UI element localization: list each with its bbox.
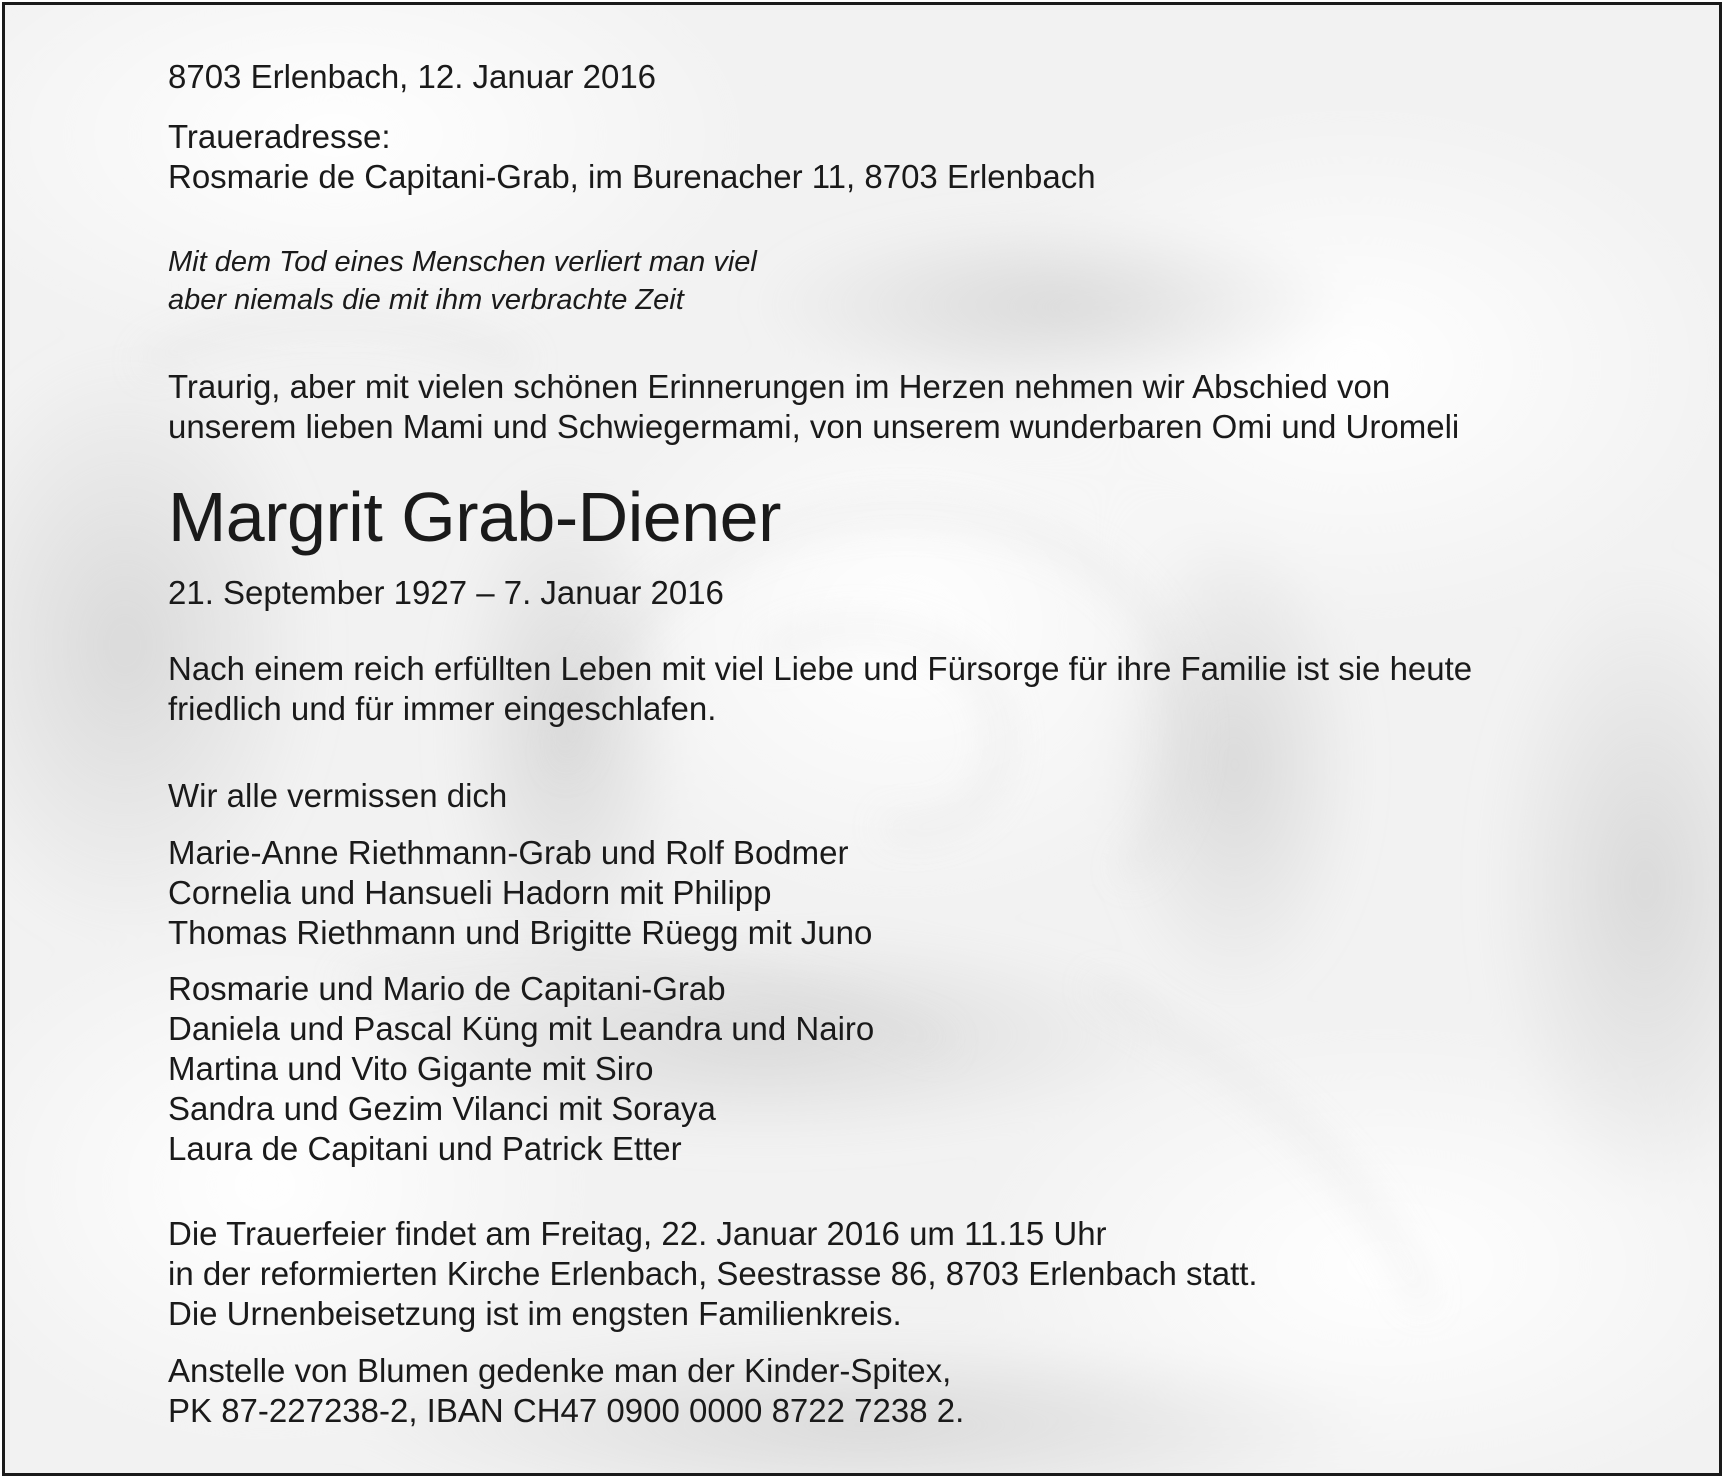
ceremony-line: in der reformierten Kirche Erlenbach, Seestrasse 86, 8703 Erlenbach statt. — [168, 1255, 1258, 1292]
mourner-line: Marie-Anne Riethmann-Grab und Rolf Bodmer — [168, 834, 849, 871]
header-block — [168, 57, 656, 97]
mourner-line: Daniela und Pascal Küng mit Leandra und Nairo — [168, 1010, 875, 1047]
intro-block — [168, 367, 1459, 447]
dates-block — [168, 573, 724, 613]
mourner-line: Martina und Vito Gigante mit Siro — [168, 1050, 654, 1087]
deceased-name: Margrit Grab-Diener — [168, 478, 781, 556]
mourners-group-1 — [168, 833, 872, 953]
ceremony-line: Die Urnenbeisetzung ist im engsten Familienkreis. — [168, 1295, 902, 1332]
mourner-line: Sandra und Gezim Vilanci mit Soraya — [168, 1090, 716, 1127]
donation-block — [168, 1351, 964, 1431]
quote-line: aber niemals die mit ihm verbrachte Zeit — [168, 284, 684, 316]
life-dates: 21. September 1927 – 7. Januar 2016 — [168, 574, 724, 611]
address-label: Traueradresse: — [168, 118, 391, 155]
mourners-group-2 — [168, 969, 874, 1169]
mourner-line: Rosmarie und Mario de Capitani-Grab — [168, 970, 726, 1007]
mourning-address: Rosmarie de Capitani-Grab, im Burenacher 11, 8703 Erlenbach — [168, 158, 1096, 195]
notice-content — [168, 5, 1679, 1473]
life-line: friedlich und für immer eingeschlafen. — [168, 690, 717, 727]
donation-line: Anstelle von Blumen gedenke man der Kinder-Spitex, — [168, 1352, 952, 1389]
mourners-heading-block — [168, 776, 507, 816]
quote-line: Mit dem Tod eines Menschen verliert man viel — [168, 246, 757, 278]
mourner-line: Cornelia und Hansueli Hadorn mit Philipp — [168, 874, 772, 911]
ceremony-block — [168, 1214, 1258, 1334]
life-block — [168, 649, 1472, 729]
intro-line: Traurig, aber mit vielen schönen Erinnerungen im Herzen nehmen wir Abschied von — [168, 368, 1391, 405]
obituary-notice — [2, 2, 1722, 1476]
place-date: 8703 Erlenbach, 12. Januar 2016 — [168, 58, 657, 95]
life-line: Nach einem reich erfüllten Leben mit viel Liebe und Fürsorge für ihre Familie ist sie heute — [168, 650, 1473, 687]
donation-line: PK 87-227238-2, IBAN CH47 0900 0000 8722 7238 2. — [168, 1392, 965, 1429]
deceased-block — [168, 477, 781, 557]
intro-line: unserem lieben Mami und Schwiegermami, von unserem wunderbaren Omi und Uromeli — [168, 408, 1460, 445]
mourner-line: Thomas Riethmann und Brigitte Rüegg mit Juno — [168, 914, 873, 951]
mourners-heading: Wir alle vermissen dich — [168, 777, 508, 814]
mourner-line: Laura de Capitani und Patrick Etter — [168, 1130, 682, 1167]
address-block — [168, 117, 1096, 197]
quote-block — [168, 243, 757, 319]
ceremony-line: Die Trauerfeier findet am Freitag, 22. Januar 2016 um 11.15 Uhr — [168, 1215, 1107, 1252]
